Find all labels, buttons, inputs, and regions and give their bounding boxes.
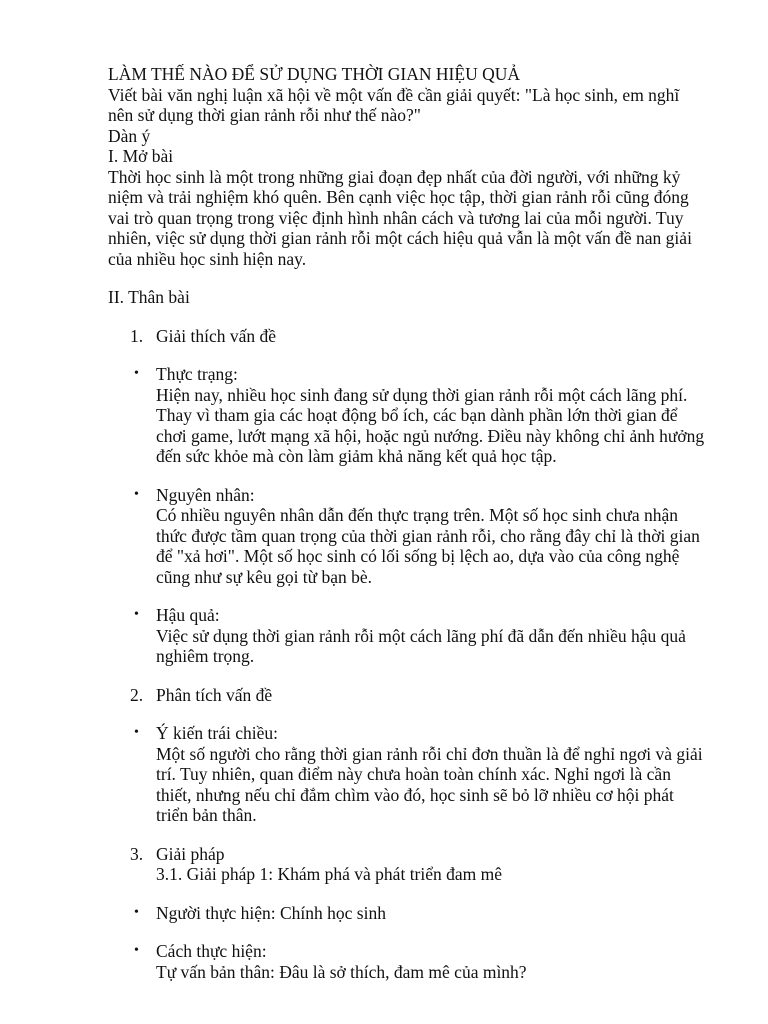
bullet-title: Thực trạng: — [156, 364, 238, 384]
spacer — [108, 923, 708, 941]
list-number: 3. — [130, 843, 144, 864]
bullet-item-performer — [108, 903, 708, 924]
bullet-icon: • — [134, 366, 139, 381]
intro-paragraph: Thời học sinh là một trong những giai đoạn đẹp nhất của đời người, với những kỷ niệm và trải nghiệm khó quên. Bên cạnh việc học tập, thời gian rảnh rỗi cũng đóng vai trò quan trọng trong việc định hình nhân cách và tương lai của mỗi người. Tuy nhiên, việc sử dụng thời gian rảnh rỗi một cách hiệu quả vẫn là một vấn đề nan giải của nhiều học sinh hiện nay. — [108, 166, 692, 269]
spacer — [108, 587, 708, 605]
bullet-icon: • — [134, 904, 139, 920]
bullet-text: Người thực hiện: Chính học sinh — [156, 902, 386, 923]
bullet-text: Có nhiều nguyên nhân dẫn đến thực trạng trên. Một số học sinh chưa nhận thức được tầm quan trọng của thời gian rảnh rỗi, cho rằng đây chỉ là thời gian để "xả hơi". Một số học sinh có lối sống bị lệch ao, dựa vào của công nghệ cũng như sự kêu gọi từ bạn bè. — [156, 505, 700, 587]
document-title: LÀM THẾ NÀO ĐỂ SỬ DỤNG THỜI GIAN HIỆU QUẢ — [108, 64, 520, 84]
section-heading-body: II. Thân bài — [108, 287, 190, 307]
bullet-title: Nguyên nhân: — [156, 484, 255, 505]
spacer — [108, 308, 708, 326]
bullet-item-status — [108, 364, 708, 467]
numbered-item-2 — [108, 685, 708, 706]
spacer — [108, 346, 708, 364]
numbered-item-label: Giải thích vấn đề — [156, 325, 277, 346]
numbered-item-label: Phân tích vấn đề — [156, 684, 273, 705]
list-number: 2. — [130, 684, 144, 705]
numbered-item-1 — [108, 326, 708, 347]
spacer — [108, 467, 708, 485]
bullet-item-consequence — [108, 605, 708, 667]
spacer — [108, 885, 708, 903]
bullet-title: Ý kiến trái chiều: — [156, 723, 278, 743]
bullet-icon: • — [134, 943, 139, 958]
bullet-title: Cách thực hiện: — [156, 941, 267, 961]
spacer — [108, 667, 708, 685]
bullet-item-cause — [108, 485, 708, 588]
outline-label: Dàn ý — [108, 125, 151, 146]
numbered-item-3 — [108, 844, 708, 885]
spacer — [108, 269, 708, 287]
bullet-icon: • — [134, 486, 139, 502]
spacer — [108, 705, 708, 723]
bullet-title: Hậu quả: — [156, 605, 220, 625]
bullet-icon: • — [134, 725, 139, 740]
bullet-item-opposing-view — [108, 723, 708, 826]
numbered-item-label: Giải pháp — [156, 843, 225, 864]
list-number: 1. — [130, 325, 144, 346]
bullet-text: Tự vấn bản thân: Đâu là sở thích, đam mê của mình? — [156, 961, 527, 982]
bullet-text: Hiện nay, nhiều học sinh đang sử dụng thời gian rảnh rỗi một cách lãng phí. Thay vì tham gia các hoạt động bổ ích, các bạn dành phần lớn thời gian để chơi game, lướt mạng xã hội, hoặc ngủ nướng. Điều này không chỉ ảnh hưởng đến sức khỏe mà còn làm giảm khả năng kết quả học tập. — [156, 384, 705, 466]
spacer — [108, 826, 708, 844]
section-heading-intro: I. Mở bài — [108, 146, 174, 166]
bullet-item-method — [108, 941, 708, 982]
sub-item-label: 3.1. Giải pháp 1: Khám phá và phát triển đam mê — [156, 864, 503, 884]
bullet-icon: • — [134, 607, 139, 622]
essay-prompt: Viết bài văn nghị luận xã hội về một vấn đề cần giải quyết: "Là học sinh, em nghĩ nên sử dụng thời gian rảnh rỗi như thế nào?" — [108, 84, 680, 125]
document-page — [108, 64, 708, 982]
bullet-text: Một số người cho rằng thời gian rảnh rỗi chỉ đơn thuần là để nghỉ ngơi và giải trí. Tuy nhiên, quan điểm này chưa hoàn toàn chính xác. Nghỉ ngơi là cần thiết, nhưng nếu chỉ đắm chìm vào đó, học sinh sẽ bỏ lỡ nhiều cơ hội phát triển bản thân. — [156, 743, 703, 825]
bullet-text: Việc sử dụng thời gian rảnh rỗi một cách lãng phí đã dẫn đến nhiều hậu quả nghiêm trọng. — [156, 625, 686, 666]
